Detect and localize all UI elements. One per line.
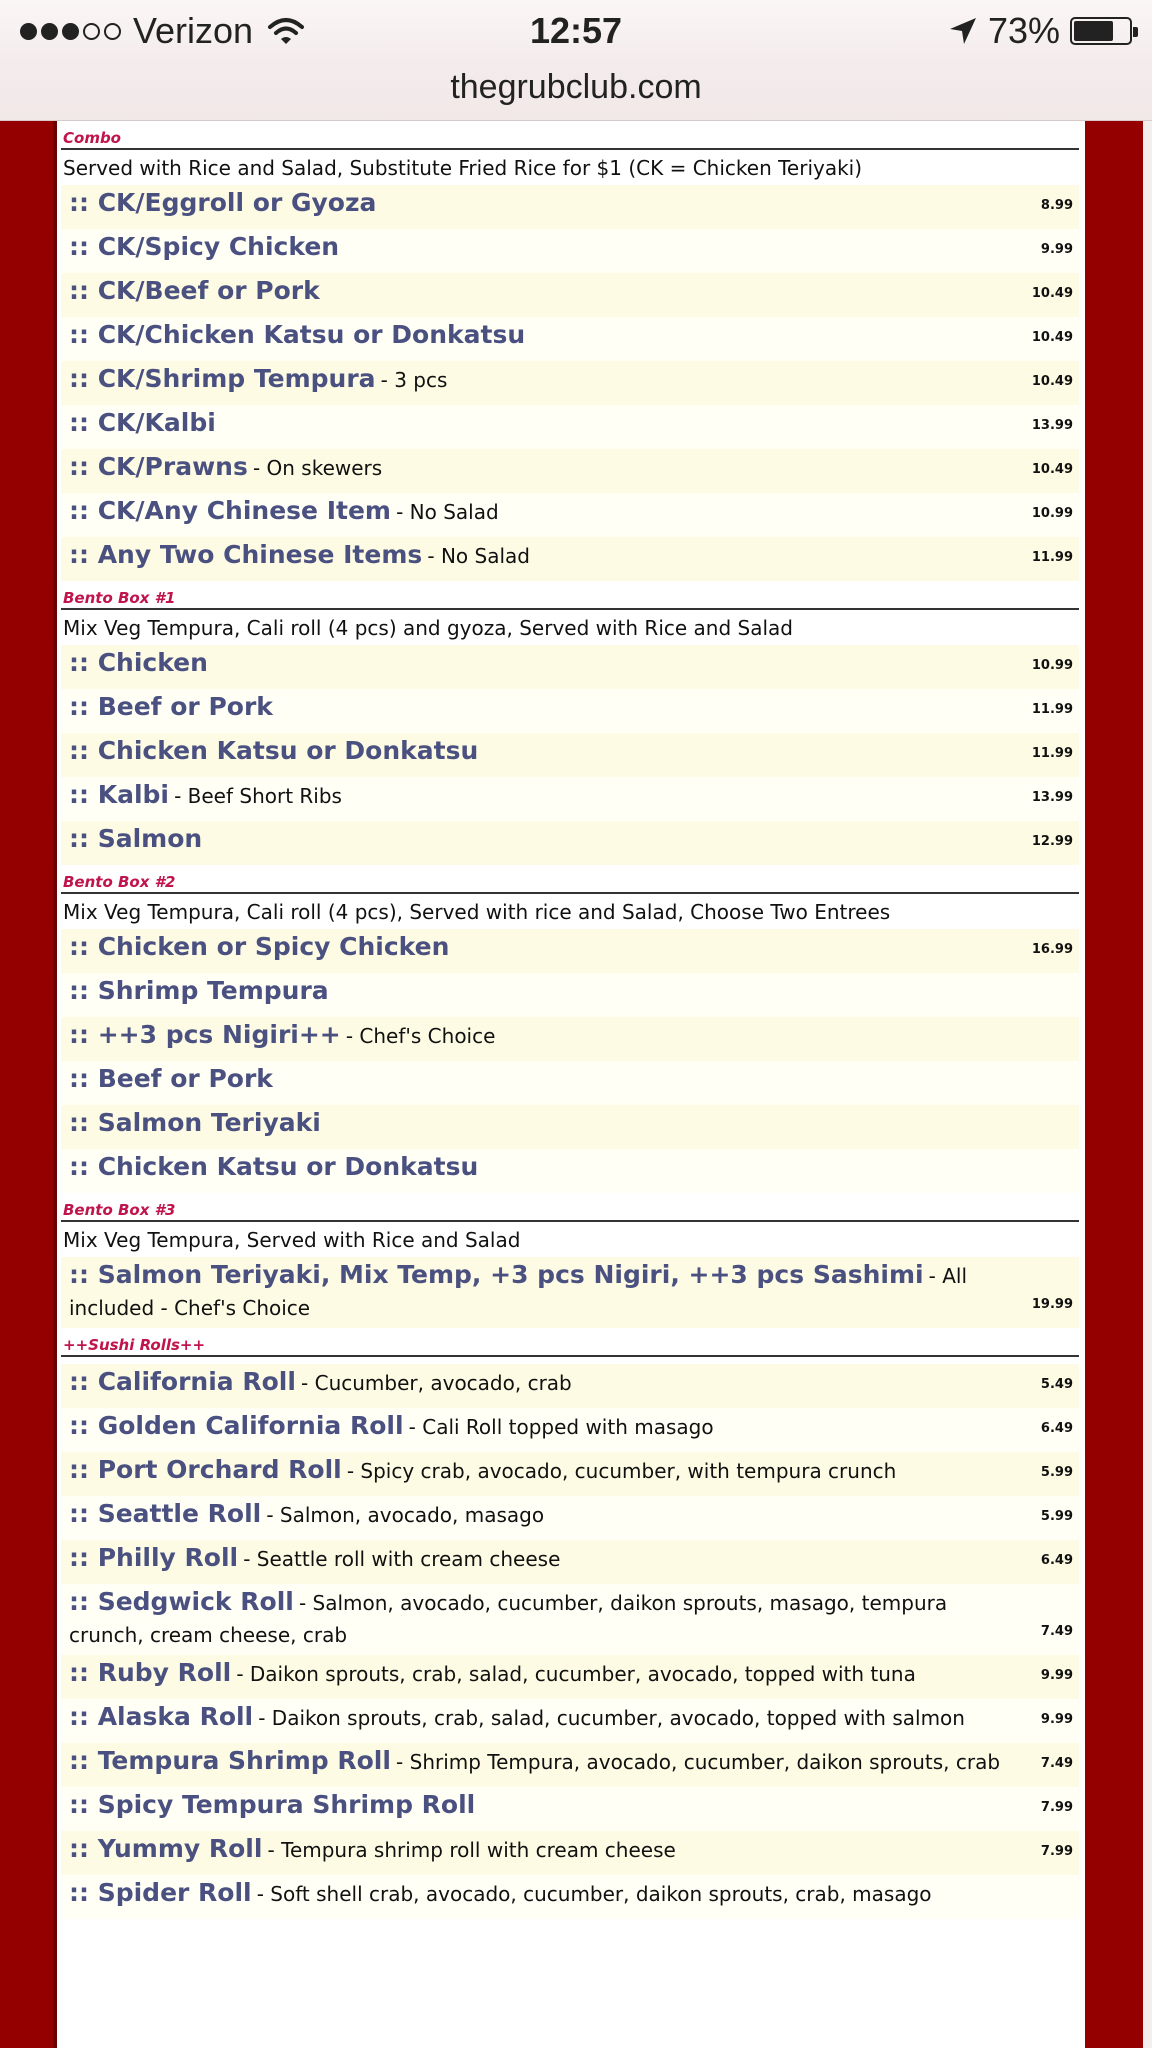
menu-item-description: - Cali Roll topped with masago [408, 1415, 714, 1439]
menu-item [61, 1699, 1079, 1743]
menu-item-name: :: Chicken [69, 648, 208, 677]
menu-item [61, 185, 1079, 229]
address-bar[interactable] [0, 62, 1152, 121]
menu-item-name: :: Port Orchard Roll [69, 1455, 342, 1484]
menu-item-description: - Daikon sprouts, crab, salad, cucumber, avocado, topped with tuna [236, 1662, 916, 1686]
menu-item [61, 1787, 1079, 1831]
menu-item [61, 689, 1079, 733]
left-border [0, 121, 57, 2048]
menu-item [61, 405, 1079, 449]
menu-item-name: :: Any Two Chinese Items [69, 540, 423, 569]
menu-item-description: - No Salad [427, 544, 530, 568]
status-right [948, 10, 1132, 52]
menu-item-name: :: Tempura Shrimp Roll [69, 1746, 391, 1775]
menu-item-price: 11.99 [1031, 746, 1073, 761]
section-header [61, 1328, 1079, 1356]
menu-item-name: :: Chicken or Spicy Chicken [69, 932, 450, 961]
menu-item [61, 733, 1079, 777]
clock: 12:57 [529, 10, 623, 51]
section-divider [61, 1220, 1079, 1222]
menu-item-name: :: Chicken Katsu or Donkatsu [69, 736, 479, 765]
menu-item-price: 16.99 [1031, 942, 1073, 957]
menu-item-name: :: ++3 pcs Nigiri++ [69, 1020, 341, 1049]
menu-item-description: - Beef Short Ribs [174, 784, 342, 808]
menu-item [61, 821, 1079, 865]
menu-item-description: - Spicy crab, avocado, cucumber, with tempura crunch [346, 1459, 897, 1483]
menu-item-description: - Tempura shrimp roll with cream cheese [267, 1838, 676, 1862]
menu-item-name: :: CK/Shrimp Tempura [69, 364, 376, 393]
menu-item-name: :: Shrimp Tempura [69, 976, 329, 1005]
menu-item-name: :: Alaska Roll [69, 1702, 254, 1731]
menu-page [57, 121, 1085, 2048]
menu-item [61, 1017, 1079, 1061]
menu-item [61, 273, 1079, 317]
menu-item-price: 10.49 [1031, 330, 1073, 345]
menu-item-name: :: California Roll [69, 1367, 296, 1396]
menu-item [61, 537, 1079, 581]
menu-item [61, 449, 1079, 493]
menu-item-name: :: Chicken Katsu or Donkatsu [69, 1152, 479, 1181]
section-header [61, 121, 1079, 149]
menu-item-price: 13.99 [1031, 790, 1073, 805]
section-divider [61, 148, 1079, 150]
menu-item-price: 6.49 [1040, 1421, 1073, 1436]
menu-item-price: 12.99 [1031, 834, 1073, 849]
menu-item-description: - Seattle roll with cream cheese [243, 1547, 561, 1571]
menu-item-price: 5.99 [1040, 1509, 1073, 1524]
section-title: ++Sushi Rolls++ [63, 1336, 209, 1354]
menu-item [61, 1584, 1079, 1655]
menu-item-price: 10.49 [1031, 286, 1073, 301]
status-bar [0, 0, 1152, 62]
section-title: Bento Box #3 [63, 1201, 180, 1219]
menu-item [61, 1149, 1079, 1193]
menu-item-name: :: Seattle Roll [69, 1499, 262, 1528]
section-title: Bento Box #2 [63, 873, 180, 891]
menu-item [61, 1364, 1079, 1408]
menu-item [61, 973, 1079, 1017]
menu-item [61, 1655, 1079, 1699]
menu-item [61, 493, 1079, 537]
menu-item-description: - Daikon sprouts, crab, salad, cucumber, avocado, topped with salmon [258, 1706, 965, 1730]
menu-item-name: :: Salmon [69, 824, 203, 853]
section-description: Mix Veg Tempura, Served with Rice and Salad [63, 1228, 521, 1252]
menu-item-description: - Chef's Choice [345, 1024, 496, 1048]
menu-item-name: :: CK/Spicy Chicken [69, 232, 340, 261]
right-border [1085, 121, 1143, 2048]
menu-item-name: :: Philly Roll [69, 1543, 239, 1572]
menu-item [61, 229, 1079, 273]
location-arrow-icon [948, 16, 978, 46]
section-divider [61, 1355, 1079, 1357]
menu-item-name: :: Salmon Teriyaki, Mix Temp, +3 pcs Nigiri, ++3 pcs Sashimi [69, 1260, 924, 1289]
menu-item-price: 6.49 [1040, 1553, 1073, 1568]
menu-item-name: :: Beef or Pork [69, 1064, 273, 1093]
menu-item [61, 1061, 1079, 1105]
menu-item-name: :: CK/Beef or Pork [69, 276, 320, 305]
menu-item-price: 10.99 [1031, 506, 1073, 521]
menu-item-price: 5.49 [1040, 1377, 1073, 1392]
right-edge [1143, 121, 1152, 2048]
menu-item-price: 7.49 [1040, 1624, 1073, 1639]
menu-item-name: :: Kalbi [69, 780, 169, 809]
menu-item [61, 1540, 1079, 1584]
menu-item-name: :: CK/Prawns [69, 452, 248, 481]
menu-item-name: :: Sedgwick Roll [69, 1587, 294, 1616]
menu-item-description: - Soft shell crab, avocado, cucumber, daikon sprouts, crab, masago [256, 1882, 932, 1906]
menu-item-name: :: CK/Kalbi [69, 408, 216, 437]
menu-item-description: - On skewers [252, 456, 383, 480]
carrier-name: Verizon [133, 10, 254, 51]
menu-item [61, 361, 1079, 405]
menu-item-description: - Salmon, avocado, masago [266, 1503, 545, 1527]
menu-item [61, 1875, 1079, 1919]
menu-item-price: 10.49 [1031, 462, 1073, 477]
menu-item-price: 10.99 [1031, 658, 1073, 673]
menu-item [61, 645, 1079, 689]
menu-item-price: 5.99 [1040, 1465, 1073, 1480]
menu-item-name: :: Spider Roll [69, 1878, 252, 1907]
section-header [61, 581, 1079, 609]
menu-item-description: - Salmon, avocado, cucumber, daikon sprouts, masago, tempura crunch, cream cheese, crab [69, 1591, 948, 1647]
menu-item [61, 1408, 1079, 1452]
menu-item-price: 9.99 [1040, 1668, 1073, 1683]
menu-item [61, 929, 1079, 973]
menu-item-name: :: CK/Eggroll or Gyoza [69, 188, 377, 217]
menu-item [61, 1257, 1079, 1328]
menu-item-price: 10.49 [1031, 374, 1073, 389]
menu-item-price: 9.99 [1040, 242, 1073, 257]
menu-item-name: :: CK/Any Chinese Item [69, 496, 391, 525]
section-description: Mix Veg Tempura, Cali roll (4 pcs) and gyoza, Served with Rice and Salad [63, 616, 793, 640]
menu-item [61, 317, 1079, 361]
menu-item [61, 1743, 1079, 1787]
menu-item-name: :: CK/Chicken Katsu or Donkatsu [69, 320, 526, 349]
menu-item-description: - Shrimp Tempura, avocado, cucumber, daikon sprouts, crab [396, 1750, 1001, 1774]
menu-item-name: :: Ruby Roll [69, 1658, 232, 1687]
menu-item-name: :: Golden California Roll [69, 1411, 404, 1440]
menu-item [61, 1452, 1079, 1496]
url-text[interactable]: thegrubclub.com [450, 68, 702, 106]
battery-icon [1070, 17, 1132, 45]
menu-item-price: 13.99 [1031, 418, 1073, 433]
menu-item-name: :: Beef or Pork [69, 692, 273, 721]
menu-item-price: 11.99 [1031, 550, 1073, 565]
menu-item-description: - No Salad [396, 500, 499, 524]
section-title: Bento Box #1 [63, 589, 180, 607]
menu-list [61, 121, 1079, 1919]
section-header [61, 1193, 1079, 1221]
menu-item-price: 8.99 [1040, 198, 1073, 213]
menu-item-description: - Cucumber, avocado, crab [301, 1371, 572, 1395]
menu-item-description: - 3 pcs [380, 368, 448, 392]
menu-item [61, 1831, 1079, 1875]
menu-item-price: 7.99 [1040, 1800, 1073, 1815]
menu-item-description: - All included - Chef's Choice [69, 1264, 968, 1320]
section-divider [61, 608, 1079, 610]
section-header [61, 865, 1079, 893]
menu-item-price: 7.49 [1040, 1756, 1073, 1771]
menu-item-name: :: Spicy Tempura Shrimp Roll [69, 1790, 476, 1819]
menu-item-price: 11.99 [1031, 702, 1073, 717]
menu-item [61, 1496, 1079, 1540]
menu-item [61, 1105, 1079, 1149]
section-description: Served with Rice and Salad, Substitute Fried Rice for $1 (CK = Chicken Teriyaki) [63, 156, 863, 180]
menu-item [61, 777, 1079, 821]
menu-item-price: 7.99 [1040, 1844, 1073, 1859]
menu-item-name: :: Salmon Teriyaki [69, 1108, 321, 1137]
battery-percent: 73% [987, 10, 1060, 51]
menu-item-price: 19.99 [1031, 1297, 1073, 1312]
section-title: Combo [63, 129, 125, 147]
section-description: Mix Veg Tempura, Cali roll (4 pcs), Served with rice and Salad, Choose Two Entrees [63, 900, 891, 924]
menu-item-name: :: Yummy Roll [69, 1834, 263, 1863]
menu-item-price: 9.99 [1040, 1712, 1073, 1727]
section-divider [61, 892, 1079, 894]
